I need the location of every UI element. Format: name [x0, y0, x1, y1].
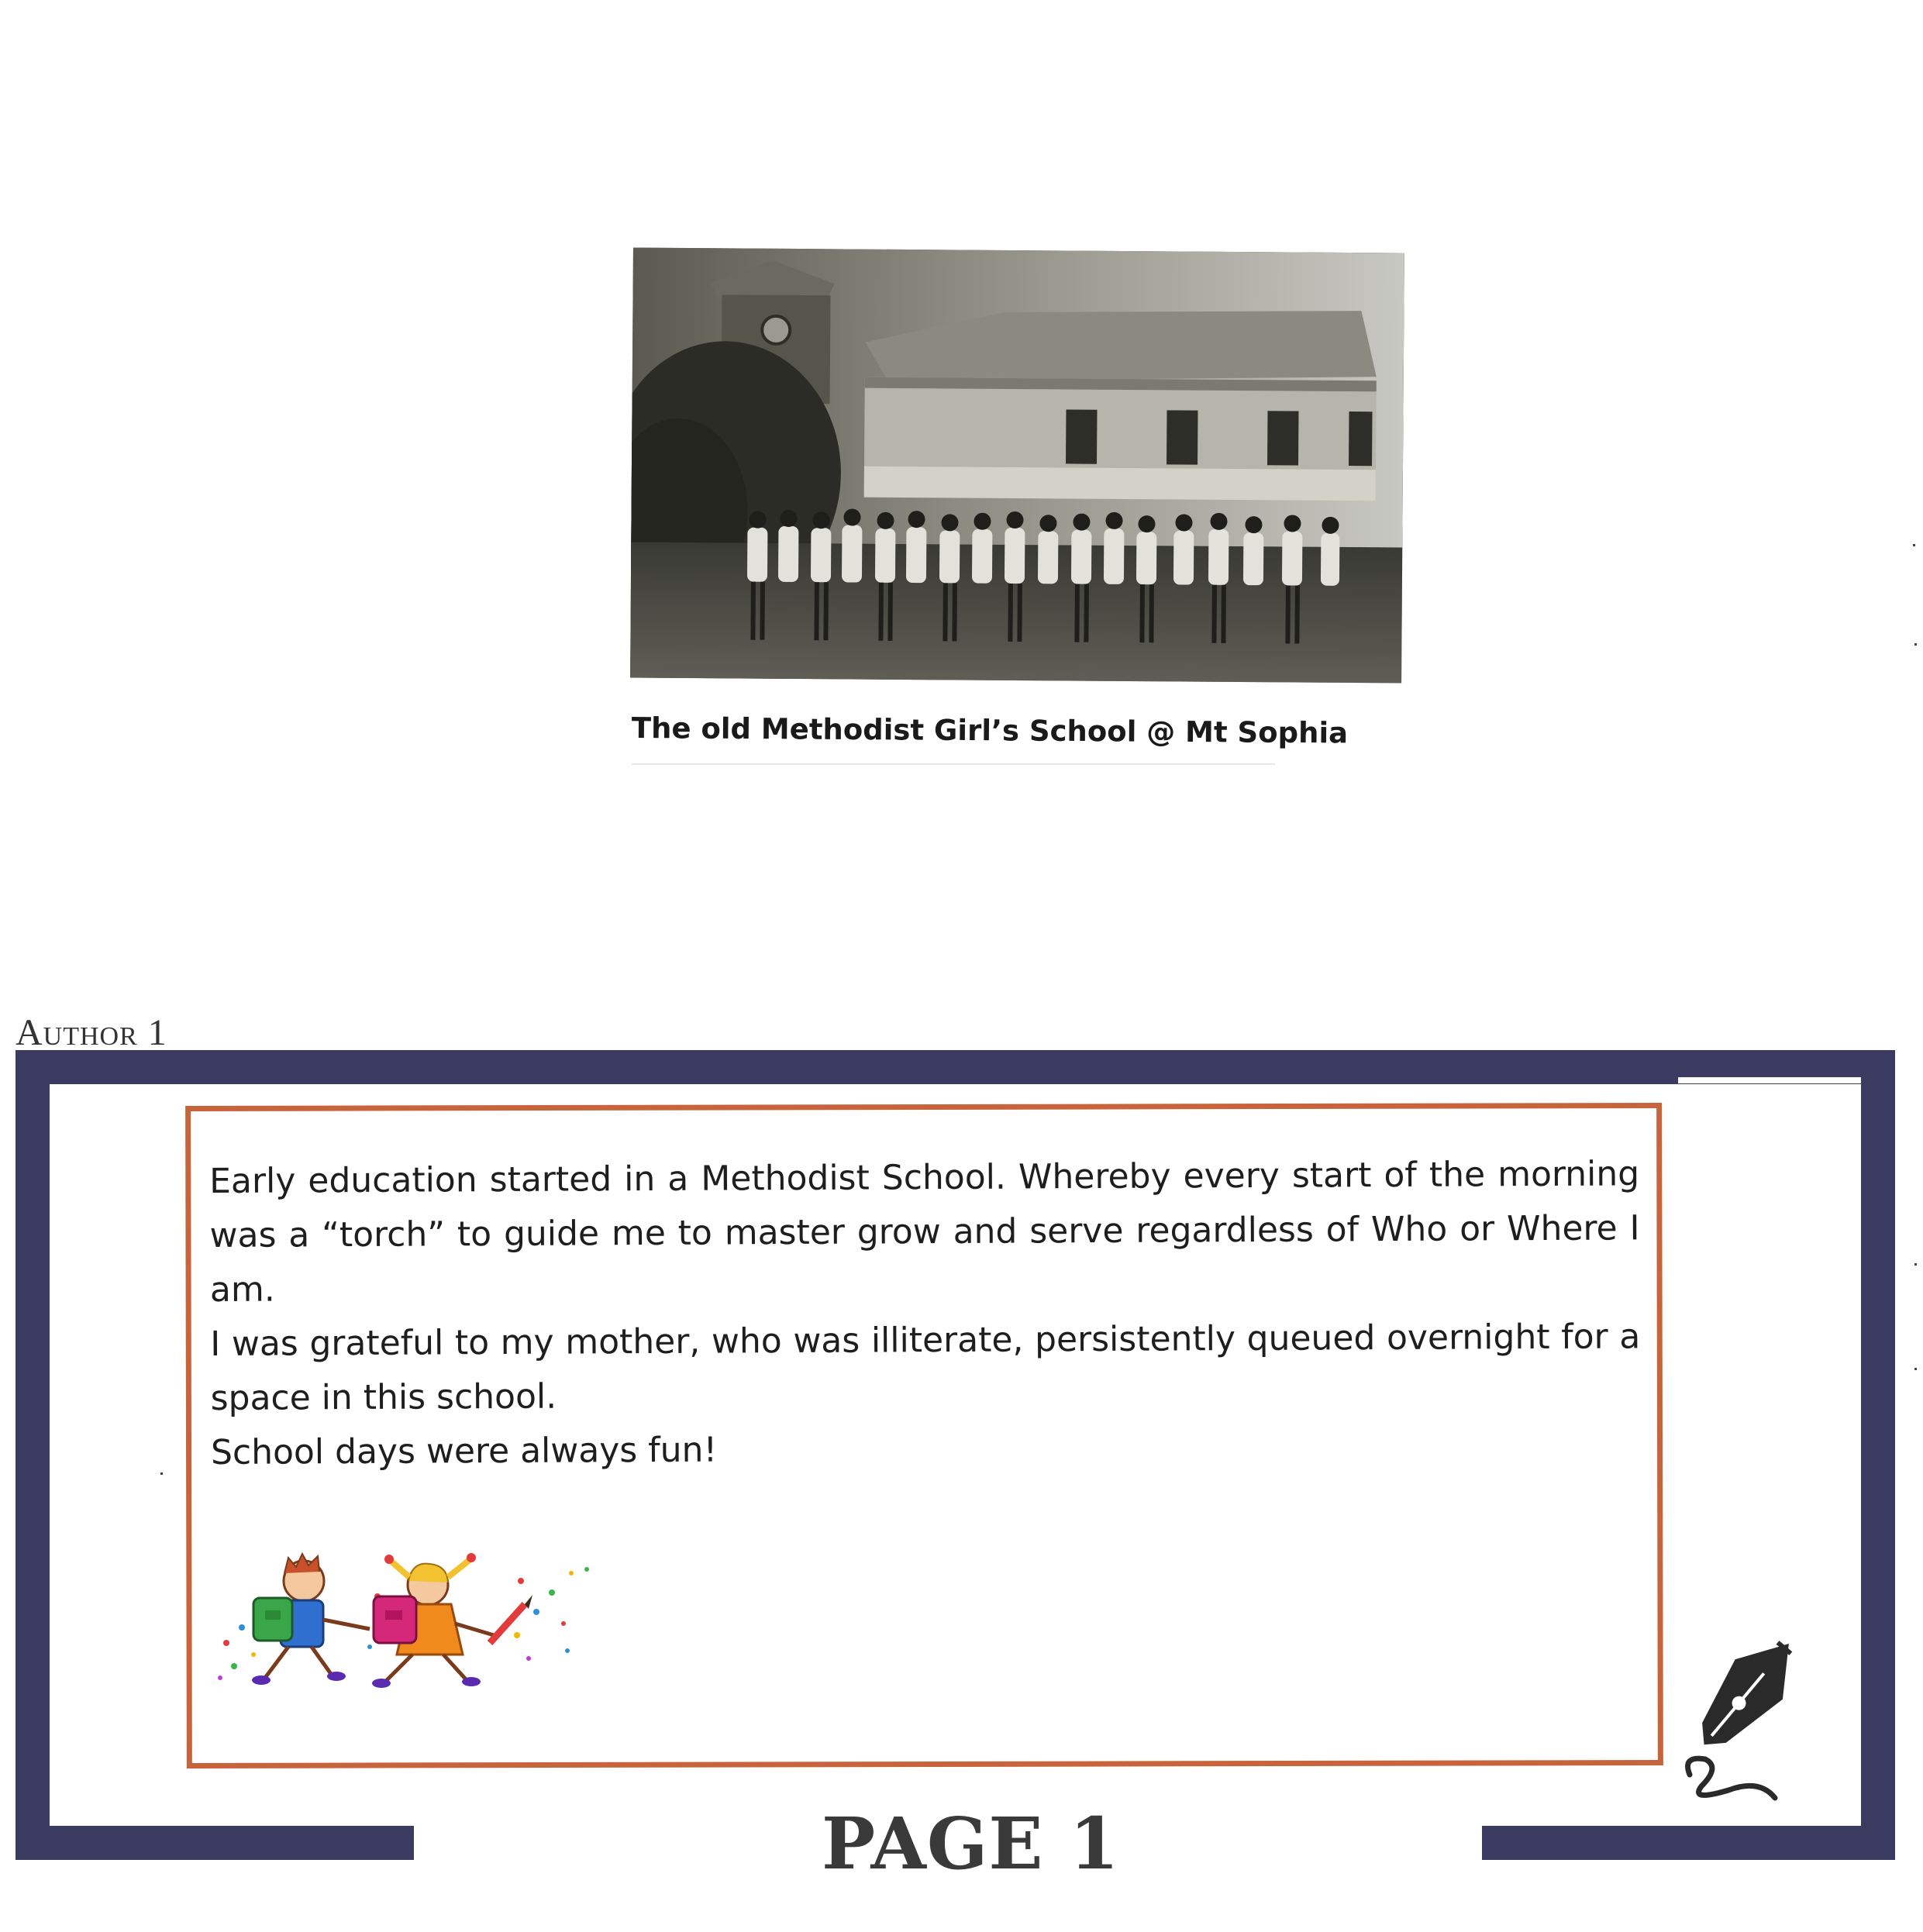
- scan-speck: [1914, 643, 1917, 646]
- story-text: [209, 1147, 1641, 1480]
- author-label: Author 1: [16, 1012, 167, 1053]
- kids-illustration: [211, 1550, 614, 1697]
- photo-caption: The old Methodist Girl’s School @ Mt Sophia: [631, 711, 1349, 750]
- scan-speck: [1913, 544, 1915, 546]
- story-paragraph-3: School days were always fun!: [210, 1430, 718, 1472]
- caption-underline: [632, 763, 1275, 765]
- scan-speck: [1914, 1263, 1917, 1266]
- page-number: PAGE 1: [822, 1802, 1120, 1886]
- school-photo: [630, 248, 1404, 684]
- story-paragraph-2: I was grateful to my mother, who was illiterate, persistently queued overnight for a space in this school.: [210, 1317, 1641, 1418]
- fountain-pen-icon: [1674, 1620, 1814, 1806]
- scan-speck: [1914, 1368, 1917, 1370]
- scan-speck: [160, 1472, 163, 1475]
- frame-inner-notch: [1678, 1077, 1861, 1083]
- story-paragraph-1: Early education started in a Methodist School. Whereby every start of the morning was a “torch” to guide me to master grow and serve regardless of Who or Where I am.: [209, 1154, 1640, 1310]
